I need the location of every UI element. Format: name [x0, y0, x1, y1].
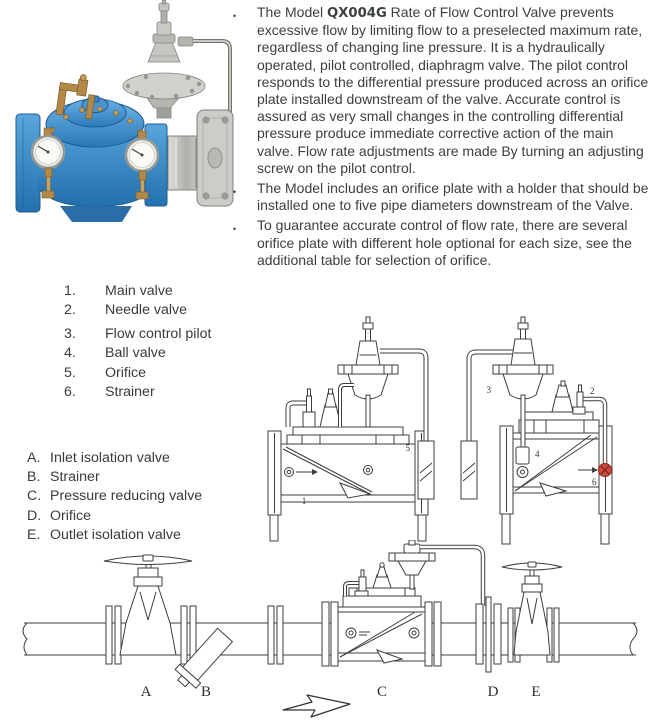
- photo-orifice-spool: [168, 110, 233, 206]
- schematic-strainer: [171, 606, 283, 693]
- p1-after-model: Rate of Flow Control Valve prevents excessive flow by limiting flow to a preselected maximum rate, regardless of changing line pressure. It is a hydraulically operated, pilot controlled, diaphragm valve. The pilot control responds to the differential pressure produced across an orifice plate installed downstream of the valve. Accurate control is assured as very small changes in the controlling differential pressure produce immediate corrective action of the main valve. Flow rate adjustments are made By turning an adjusting screw on the pilot control.: [257, 4, 649, 176]
- ball-valve: [516, 447, 529, 478]
- bullet-paragraph-3: [230, 217, 650, 269]
- orifice-holder: [418, 441, 434, 499]
- label-ball-4: 4: [535, 449, 540, 459]
- legend-number: 1.: [64, 283, 76, 299]
- schematic-control-valve: [322, 540, 483, 666]
- needle-valve-fitting: [288, 389, 315, 427]
- legend-number: 6.: [64, 384, 76, 401]
- legend-item-5: [64, 364, 211, 383]
- label-c: C: [376, 684, 388, 700]
- legend-label: Orifice: [105, 364, 146, 381]
- legend-item-2: [64, 301, 211, 320]
- needle-valve-fitting: [345, 570, 368, 596]
- legend-number: 4.: [64, 345, 76, 362]
- legend-label: Orifice: [50, 507, 91, 524]
- label-b: B: [200, 684, 212, 700]
- schematic-orifice-plate: [476, 597, 501, 672]
- legend-label: Main valve: [105, 283, 173, 299]
- diagram-right-valve: [461, 317, 612, 544]
- legend-letter: E.: [27, 526, 41, 543]
- legend-label: Strainer: [50, 469, 100, 486]
- schematic-inlet-isolation-valve: [104, 555, 196, 664]
- label-e: E: [531, 684, 541, 700]
- strainer-marker: [599, 464, 612, 477]
- legend-label: Outlet isolation valve: [50, 526, 181, 543]
- legend-label: Inlet isolation valve: [50, 450, 170, 466]
- legend-letter: A.: [27, 450, 41, 466]
- legend-item-a: [27, 449, 202, 468]
- legend-item-d: [27, 507, 202, 526]
- bullet-paragraph-1: [230, 4, 650, 177]
- installation-legend: [27, 449, 202, 545]
- legend-label: Needle valve: [105, 302, 188, 319]
- label-needle-2: 2: [590, 386, 595, 396]
- description-section: [230, 4, 650, 272]
- photo-pilot-regulator: [123, 0, 205, 118]
- label-d: D: [487, 684, 499, 700]
- component-legend: [64, 282, 211, 402]
- bullet-marker: •: [233, 187, 237, 198]
- legend-item-c: [27, 487, 202, 506]
- pilot-control: [338, 317, 426, 441]
- legend-letter: B.: [27, 469, 41, 486]
- legend-item-1: [64, 282, 211, 301]
- label-pilot-3: 3: [486, 385, 491, 395]
- p1-before-model: The Model: [257, 4, 328, 20]
- legend-label: Strainer: [105, 384, 155, 401]
- legend-number: 5.: [64, 364, 76, 381]
- legend-item-6: [64, 383, 211, 402]
- label-a: A: [140, 684, 152, 700]
- label-orifice-5: 5: [405, 443, 410, 453]
- legend-item-4: [64, 344, 211, 363]
- label-strainer-6: 6: [592, 477, 597, 487]
- legend-label: Ball valve: [105, 345, 166, 362]
- legend-letter: D.: [27, 507, 42, 524]
- legend-item-3: [64, 325, 211, 344]
- legend-item-b: [27, 468, 202, 487]
- diagram-left-valve: [268, 317, 434, 541]
- paragraph-1-text: [257, 4, 650, 177]
- bullet-marker: •: [233, 11, 237, 21]
- paragraph-3-text: To guarantee accurate control of flow rate, there are several orifice plate with different hole optional for each size, see the additional table for selection of orifice.: [257, 217, 632, 268]
- legend-label: Pressure reducing valve: [50, 488, 203, 505]
- label-main-valve-1: 1: [301, 496, 307, 506]
- schematic-outlet-isolation-valve: [502, 562, 562, 662]
- bullet-paragraph-2: [230, 180, 650, 214]
- legend-letter: C.: [27, 488, 42, 505]
- flow-direction-arrow-icon: [283, 695, 350, 717]
- model-number: QX004G: [327, 6, 387, 21]
- valve-cutaway-diagrams: [240, 315, 652, 560]
- legend-number: 2.: [64, 302, 76, 319]
- installation-schematic: [0, 540, 652, 724]
- bullet-marker: •: [233, 224, 237, 235]
- product-photo-valve: [0, 0, 240, 285]
- legend-number: 3.: [64, 325, 76, 342]
- photo-sense-pipe: [193, 41, 230, 114]
- paragraph-2-text: The Model includes an orifice plate with a holder that should be installed one to five pipe diameters downstream of the Valve.: [257, 180, 649, 214]
- legend-label: Flow control pilot: [105, 325, 212, 342]
